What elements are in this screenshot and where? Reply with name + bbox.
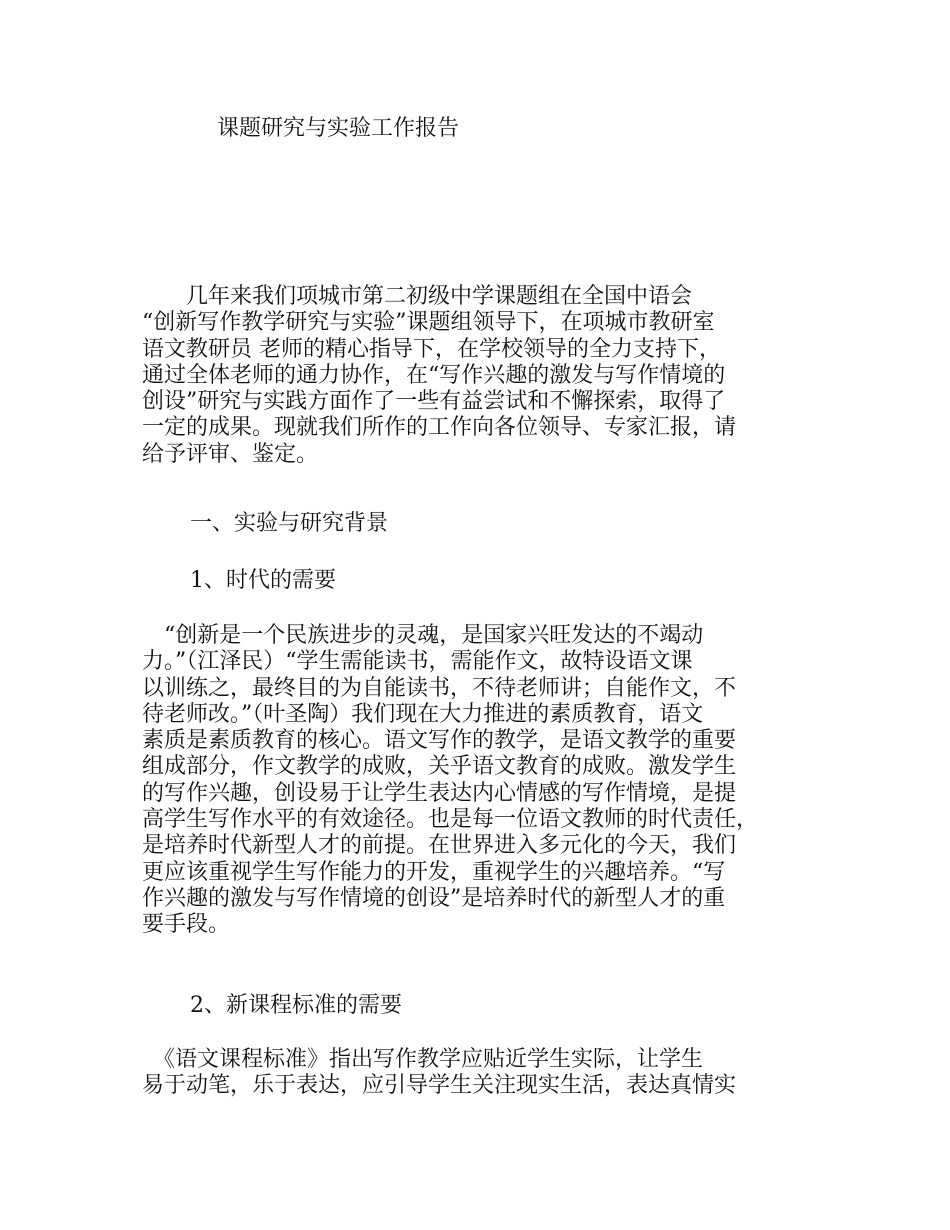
section-heading: 一、实验与研究背景 [190, 511, 389, 536]
document-title: 课题研究与实验工作报告 [217, 116, 460, 141]
text-line: 高学生写作水平的有效途径。也是每一位语文教师的时代责任， [142, 807, 759, 833]
subsection-heading: 1、时代的需要 [190, 568, 336, 593]
intro-paragraph [142, 284, 822, 468]
text-line: 创设”研究与实践方面作了一些有益尝试和不懈探索，取得了 [142, 389, 726, 415]
text-line: 作兴趣的激发与写作情境的创设”是培养时代的新型人才的重 [142, 885, 726, 911]
text-line: 以训练之，最终目的为自能读书，不待老师讲；自能作文，不 [142, 675, 737, 701]
text-line: 语文教研员 老师的精心指导下，在学校领导的全力支持下， [142, 336, 721, 362]
text-line: 力。”（江泽民）“学生需能读书，需能作文，故特设语文课 [142, 649, 693, 675]
subsection-heading: 2、新课程标准的需要 [190, 993, 402, 1018]
text-line: 是培养时代新型人才的前提。在世界进入多元化的今天，我们 [142, 833, 737, 859]
text-line: 给予评审、鉴定。 [142, 441, 319, 467]
text-line: 待老师改。”（叶圣陶）我们现在大力推进的素质教育，语文 [142, 701, 704, 727]
text-line: 通过全体老师的通力协作，在“写作兴趣的激发与写作情境的 [142, 362, 726, 388]
text-line: 一定的成果。现就我们所作的工作向各位领导、专家汇报，请 [142, 415, 737, 441]
text-line: 的写作兴趣，创设易于让学生表达内心情感的写作情境，是提 [142, 780, 737, 806]
text-line: 要手段。 [142, 912, 231, 938]
text-line: 组成部分，作文教学的成败，关乎语文教育的成败。激发学生 [142, 754, 737, 780]
text-line: 几年来我们项城市第二初级中学课题组在全国中语会 [142, 284, 693, 309]
text-line: “创新是一个民族进步的灵魂，是国家兴旺发达的不竭动 [142, 623, 704, 648]
text-line: 素质是素质教育的核心。语文写作的教学，是语文教学的重要 [142, 728, 737, 754]
text-line: 更应该重视学生写作能力的开发，重视学生的兴趣培养。“写 [142, 859, 726, 885]
text-line: “创新写作教学研究与实验”课题组领导下，在项城市教研室 [142, 310, 715, 336]
text-line: 《语文课程标准》指出写作教学应贴近学生实际，让学生 [142, 1047, 704, 1072]
curriculum-need-paragraph [142, 1047, 822, 1100]
text-line: 易于动笔，乐于表达，应引导学生关注现实生活，表达真情实 [142, 1073, 737, 1099]
times-need-paragraph [142, 623, 822, 939]
